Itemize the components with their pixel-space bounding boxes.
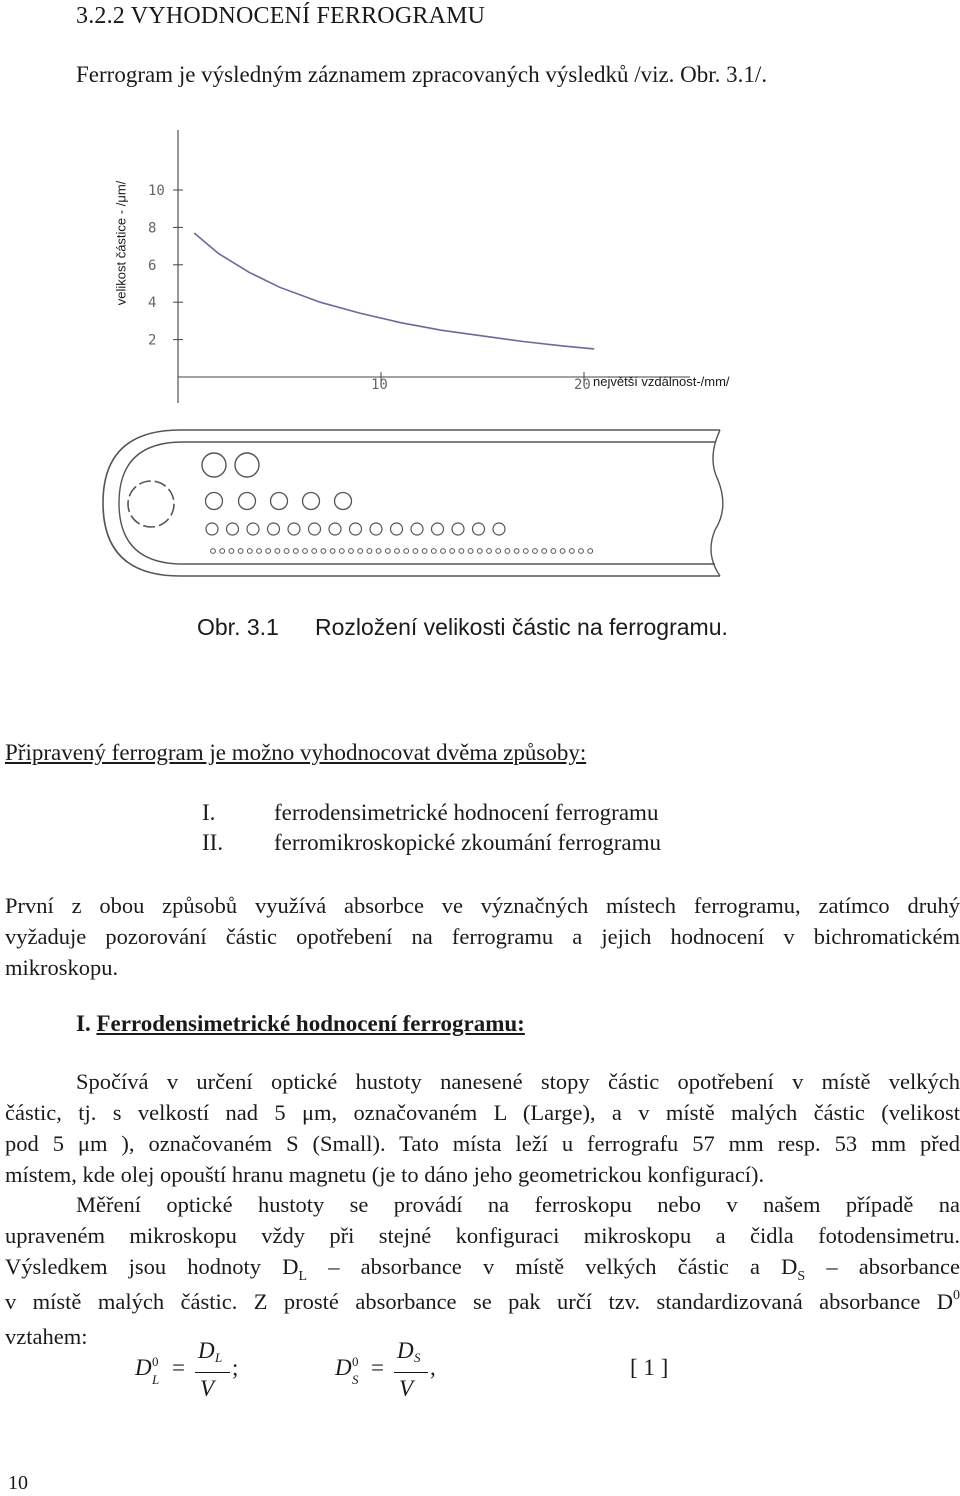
tiny-particle [551, 549, 556, 554]
p3-line-2: upraveném mikroskopu vždy při stejné konfiguraci mikroskopu a čidla fotodensimetru. [5, 1223, 960, 1248]
paragraph-3 [5, 1189, 960, 1352]
formula-num-s: S [414, 1350, 421, 1365]
tiny-particle [275, 549, 280, 554]
p2-line-4: místem, kde olej opouští hranu magnetu (je to dáno jeho geometrickou konfigurací). [5, 1162, 765, 1187]
slide-inner-edge [119, 442, 715, 564]
medium-particle [303, 493, 320, 510]
tiny-particle [560, 549, 565, 554]
medium-particle [335, 493, 352, 510]
tiny-particle [284, 549, 289, 554]
tiny-particle [312, 549, 317, 554]
x-tick-label: 10 [371, 377, 388, 393]
tiny-particle [431, 549, 436, 554]
p1-line-2: vyžaduje pozorování částic opotřebení na ferrogramu a jejich hodnocení v bichromatickém [5, 924, 960, 949]
y-tick-label: 4 [148, 295, 157, 312]
formula-den-v-2: V [399, 1376, 414, 1401]
paragraph-2 [5, 1066, 960, 1190]
formula-num-d-2: D [397, 1338, 414, 1363]
tiny-particle [413, 549, 418, 554]
medium-particle [206, 493, 223, 510]
small-particle [411, 523, 423, 535]
x-tick-label: 20 [574, 377, 591, 393]
formula-semicolon: ; [232, 1355, 239, 1380]
small-particle [370, 523, 382, 535]
formula-reference: [ 1 ] [630, 1355, 669, 1380]
tiny-particle [211, 549, 216, 554]
formula-d-s-sup: 0 [352, 1354, 359, 1369]
medium-particle [239, 493, 256, 510]
small-particle [247, 523, 259, 535]
section-title [76, 1011, 525, 1037]
small-particle [473, 523, 485, 535]
p1-line-3: mikroskopu. [5, 955, 119, 980]
formula-fraction-bar-2 [394, 1372, 428, 1373]
slide-outer-edge [103, 430, 720, 576]
x-axis-label: největší vzdálnost-/mm/ [593, 374, 730, 389]
tiny-particle [229, 549, 234, 554]
p1-line-1: První z obou způsobů využívá absorbce ve význačných místech ferrogramu, zatímco druhý [5, 893, 960, 918]
formula [0, 1330, 960, 1410]
p2-line-3: pod 5 μm ), označovaném S (Small). Tato místa leží u ferrografu 57 mm resp. 53 mm před [5, 1131, 960, 1156]
formula-fraction-bar-1 [195, 1372, 230, 1373]
tiny-particle [496, 549, 501, 554]
formula-num-d: D [198, 1338, 215, 1363]
tiny-particle [450, 549, 455, 554]
formula-d-s-sub: S [352, 1372, 359, 1387]
p3-line-4-text: v místě malých částic. Z prosté absorbance se pak určí tzv. standardizovaná absorbance D [5, 1289, 953, 1314]
size-distribution-curve [194, 233, 594, 349]
small-particle [350, 523, 362, 535]
tiny-particle [514, 549, 519, 554]
y-tick-label: 10 [148, 183, 165, 199]
ferrogram-slide-diagram [95, 418, 735, 588]
paragraph-1 [5, 890, 960, 983]
figure-caption-number: Obr. 3.1 [197, 614, 279, 640]
tiny-particle [321, 549, 326, 554]
figure-caption-text: Rozložení velikosti částic na ferrogramu. [315, 614, 728, 640]
tiny-particle [533, 549, 538, 554]
p3-line-3-c: – absorbance [805, 1254, 960, 1279]
section-heading: 3.2.2 VYHODNOCENÍ FERROGRAMU [76, 3, 486, 29]
methods-intro-text: Připravený ferrogram je možno vyhodnocovat dvěma způsoby: [5, 740, 587, 765]
y-tick-label: 6 [148, 257, 157, 274]
tiny-particle [293, 549, 298, 554]
section-title-num: I. [76, 1011, 91, 1036]
tiny-particle [579, 549, 584, 554]
intro-text: Ferrogram je výsledným záznamem zpracovaných výsledků /viz. Obr. 3.1/. [76, 62, 768, 87]
large-particle [235, 453, 259, 477]
section-title-text: Ferrodensimetrické hodnocení ferrogramu: [96, 1011, 525, 1036]
tiny-particle [395, 549, 400, 554]
method-1-text: ferrodensimetrické hodnocení ferrogramu [274, 800, 659, 825]
page-number: 10 [8, 1472, 28, 1494]
formula-d-l-sub: L [152, 1372, 160, 1387]
tiny-particle [422, 549, 427, 554]
tiny-particle [523, 549, 528, 554]
tiny-particle [477, 549, 482, 554]
p3-line-4 [5, 1286, 960, 1321]
tiny-particle [468, 549, 473, 554]
small-particle [227, 523, 239, 535]
ferrogram-chart [100, 125, 780, 415]
tiny-particle [303, 549, 308, 554]
y-tick-label: 8 [148, 220, 157, 237]
p3-line-3-b: – absorbance v místě velkých částic a D [307, 1254, 798, 1279]
p2-line-2: částic, tj. s velkostí nad 5 μm, označovaném L (Large), a v místě malých částic (velikost [5, 1100, 960, 1125]
p3-sup-0: 0 [953, 1288, 960, 1303]
tiny-particle [257, 549, 262, 554]
formula-eq-2: = [371, 1355, 384, 1380]
large-particle [202, 453, 226, 477]
y-axis-label: velikost částice - /μm/ [113, 180, 129, 306]
method-2-num: II. [202, 830, 224, 855]
formula-d-l-sup: 0 [152, 1354, 159, 1369]
small-particle [206, 523, 218, 535]
tiny-particle [588, 549, 593, 554]
p3-line-3-a: Výsledkem jsou hodnoty D [5, 1254, 299, 1279]
tiny-particle [339, 549, 344, 554]
medium-particle [271, 493, 288, 510]
tiny-particle [266, 549, 271, 554]
formula-eq-1: = [172, 1355, 185, 1380]
small-particle [432, 523, 444, 535]
formula-d-l: D [135, 1355, 152, 1380]
small-particle [493, 523, 505, 535]
tiny-particle [441, 549, 446, 554]
method-2-text: ferromikroskopické zkoumání ferrogramu [274, 830, 662, 855]
tiny-particle [404, 549, 409, 554]
formula-den-v-1: V [200, 1376, 215, 1401]
tiny-particle [376, 549, 381, 554]
methods-intro [5, 740, 586, 766]
tiny-particle [459, 549, 464, 554]
p3-sub-l: L [298, 1269, 308, 1284]
p3-line-1: Měření optické hustoty se provádí na ferroskopu nebo v našem případě na [76, 1192, 960, 1217]
small-particle [391, 523, 403, 535]
slide-cut-edge [711, 430, 723, 576]
small-particle [452, 523, 464, 535]
formula-num-l: L [215, 1350, 223, 1365]
formula-d-s: D [335, 1355, 352, 1380]
tiny-particle [358, 549, 363, 554]
tiny-particle [349, 549, 354, 554]
tiny-particle [542, 549, 547, 554]
tiny-particle [487, 549, 492, 554]
tiny-particle [385, 549, 390, 554]
small-particle [268, 523, 280, 535]
tiny-particle [238, 549, 243, 554]
small-particle [329, 523, 341, 535]
formula-comma: , [430, 1355, 436, 1380]
p3-line-3 [5, 1251, 960, 1286]
small-particle [288, 523, 300, 535]
tiny-particle [505, 549, 510, 554]
tiny-particle [247, 549, 252, 554]
y-tick-label: 2 [148, 332, 157, 349]
small-particle [309, 523, 321, 535]
tiny-particle [330, 549, 335, 554]
tiny-particle [569, 549, 574, 554]
p2-line-1: Spočívá v určení optické hustoty nanesené stopy částic opotřebení v místě velkých [76, 1069, 960, 1094]
method-1-num: I. [202, 800, 216, 825]
tiny-particle [220, 549, 225, 554]
p3-line-5: vztahem: [5, 1324, 88, 1349]
tiny-particle [367, 549, 372, 554]
entry-deposit-circle [128, 481, 174, 527]
p3-sub-s: S [797, 1269, 806, 1284]
